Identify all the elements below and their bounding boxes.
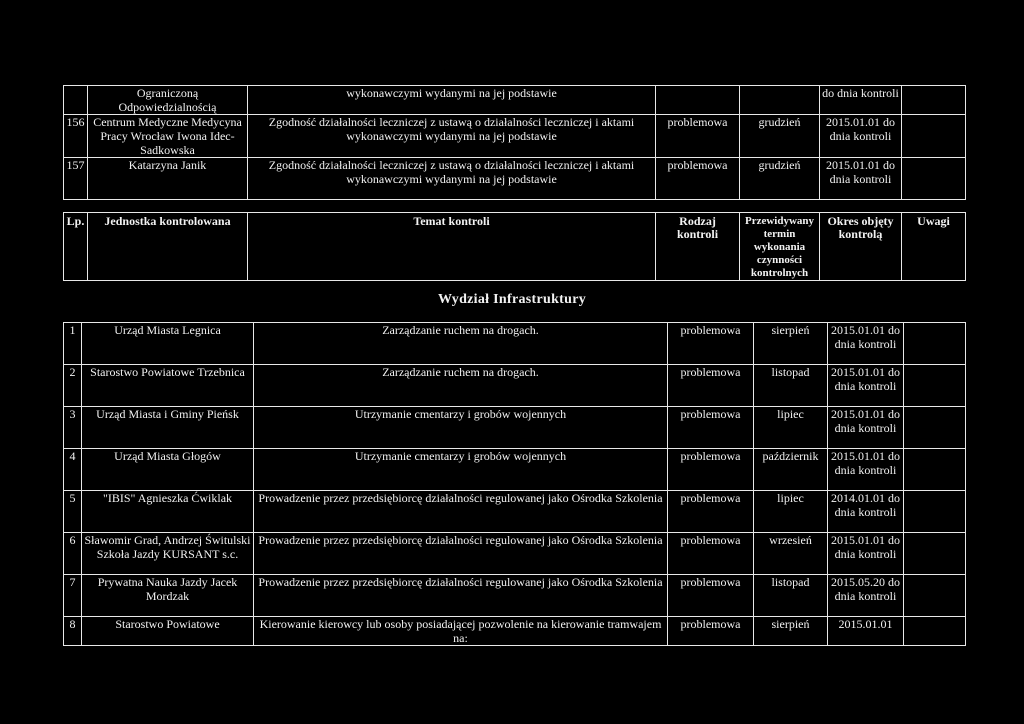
- cell-jednostka: Sławomir Grad, Andrzej Świtulski Szkoła Jazdy KURSANT s.c.: [82, 533, 254, 575]
- cell-uwagi: [902, 115, 966, 158]
- cell-temat: Zarządzanie ruchem na drogach.: [254, 365, 668, 407]
- cell-temat: Prowadzenie przez przedsiębiorcę działalności regulowanej jako Ośrodka Szkolenia: [254, 533, 668, 575]
- header-temat: Temat kontroli: [248, 213, 656, 281]
- table-row: [64, 158, 966, 200]
- cell-termin: lipiec: [754, 491, 828, 533]
- table-row: [64, 575, 966, 617]
- table-row: [64, 323, 966, 365]
- cell-temat: Utrzymanie cmentarzy i grobów wojennych: [254, 407, 668, 449]
- cell-okres: 2015.01.01 do dnia kontroli: [828, 323, 904, 365]
- cell-jednostka: Katarzyna Janik: [88, 158, 248, 200]
- cell-termin: sierpień: [754, 617, 828, 646]
- cell-rodzaj: problemowa: [668, 365, 754, 407]
- cell-jednostka: Centrum Medyczne Medycyna Pracy Wrocław Iwona Idec-Sadkowska: [88, 115, 248, 158]
- cell-temat: Zgodność działalności leczniczej z ustawą o działalności leczniczej i aktami wykonawczymi wydanymi na jej podstawie: [248, 115, 656, 158]
- cell-jednostka: Prywatna Nauka Jazdy Jacek Mordzak: [82, 575, 254, 617]
- cell-uwagi: [904, 533, 966, 575]
- cell-uwagi: [902, 86, 966, 115]
- cell-okres: 2015.01.01 do dnia kontroli: [828, 365, 904, 407]
- cell-jednostka: Urząd Miasta i Gminy Pieńsk: [82, 407, 254, 449]
- table-row: [64, 533, 966, 575]
- cell-termin: listopad: [754, 575, 828, 617]
- cell-jednostka: Urząd Miasta Legnica: [82, 323, 254, 365]
- cell-lp: 157: [64, 158, 88, 200]
- header-termin: Przewidywany termin wykonania czynności kontrolnych: [740, 213, 820, 281]
- table-row: [64, 86, 966, 115]
- cell-okres: 2015.01.01 do dnia kontroli: [828, 449, 904, 491]
- cell-rodzaj: problemowa: [656, 115, 740, 158]
- cell-rodzaj: problemowa: [668, 449, 754, 491]
- cell-lp: 1: [64, 323, 82, 365]
- section-title: Wydział Infrastruktury: [437, 292, 587, 307]
- cell-uwagi: [902, 158, 966, 200]
- header-okres: Okres objęty kontrolą: [820, 213, 902, 281]
- cell-temat: Zgodność działalności leczniczej z ustawą o działalności leczniczej i aktami wykonawczymi wydanymi na jej podstawie: [248, 158, 656, 200]
- cell-rodzaj: problemowa: [668, 575, 754, 617]
- cell-termin: sierpień: [754, 323, 828, 365]
- cell-uwagi: [904, 407, 966, 449]
- cell-okres: 2015.01.01 do dnia kontroli: [820, 115, 902, 158]
- cell-termin: listopad: [754, 365, 828, 407]
- cell-rodzaj: problemowa: [668, 533, 754, 575]
- cell-termin: wrzesień: [754, 533, 828, 575]
- infrastructure-table: [63, 322, 966, 646]
- cell-lp: 156: [64, 115, 88, 158]
- cell-okres: 2014.01.01 do dnia kontroli: [828, 491, 904, 533]
- cell-temat: Zarządzanie ruchem na drogach.: [254, 323, 668, 365]
- cell-jednostka: Starostwo Powiatowe Trzebnica: [82, 365, 254, 407]
- header-lp: Lp.: [64, 213, 88, 281]
- header-row: [64, 213, 966, 281]
- table-row: [64, 617, 966, 646]
- cell-termin: październik: [754, 449, 828, 491]
- table-row: [64, 365, 966, 407]
- cell-termin: grudzień: [740, 115, 820, 158]
- cell-lp: 8: [64, 617, 82, 646]
- cell-temat: wykonawczymi wydanymi na jej podstawie: [248, 86, 656, 115]
- cell-termin: grudzień: [740, 158, 820, 200]
- header-rodzaj: Rodzaj kontroli: [656, 213, 740, 281]
- cell-okres: 2015.01.01: [828, 617, 904, 646]
- table-row: [64, 449, 966, 491]
- cell-temat: Prowadzenie przez przedsiębiorcę działalności regulowanej jako Ośrodka Szkolenia: [254, 491, 668, 533]
- header-jednostka: Jednostka kontrolowana: [88, 213, 248, 281]
- cell-termin: lipiec: [754, 407, 828, 449]
- cell-uwagi: [904, 617, 966, 646]
- cell-lp: 5: [64, 491, 82, 533]
- cell-rodzaj: problemowa: [668, 491, 754, 533]
- cell-okres: do dnia kontroli: [820, 86, 902, 115]
- cell-lp: 4: [64, 449, 82, 491]
- table-row: [64, 407, 966, 449]
- table-row: [64, 115, 966, 158]
- cell-jednostka: Urząd Miasta Głogów: [82, 449, 254, 491]
- cell-okres: 2015.01.01 do dnia kontroli: [828, 407, 904, 449]
- cell-okres: 2015.05.20 do dnia kontroli: [828, 575, 904, 617]
- cell-jednostka: "IBIS" Agnieszka Ćwiklak: [82, 491, 254, 533]
- cell-okres: 2015.01.01 do dnia kontroli: [820, 158, 902, 200]
- cell-uwagi: [904, 449, 966, 491]
- cell-temat: Prowadzenie przez przedsiębiorcę działalności regulowanej jako Ośrodka Szkolenia: [254, 575, 668, 617]
- cell-lp: [64, 86, 88, 115]
- cell-lp: 3: [64, 407, 82, 449]
- header-uwagi: Uwagi: [902, 213, 966, 281]
- cell-temat: Kierowanie kierowcy lub osoby posiadającej pozwolenie na kierowanie tramwajem na:: [254, 617, 668, 646]
- cell-uwagi: [904, 491, 966, 533]
- header-table: [63, 212, 966, 281]
- cell-lp: 7: [64, 575, 82, 617]
- cell-uwagi: [904, 575, 966, 617]
- cell-rodzaj: problemowa: [656, 158, 740, 200]
- cell-temat: Utrzymanie cmentarzy i grobów wojennych: [254, 449, 668, 491]
- cell-lp: 2: [64, 365, 82, 407]
- cell-jednostka: Starostwo Powiatowe: [82, 617, 254, 646]
- table-row: [64, 491, 966, 533]
- cell-rodzaj: [656, 86, 740, 115]
- cell-termin: [740, 86, 820, 115]
- cell-rodzaj: problemowa: [668, 407, 754, 449]
- cell-uwagi: [904, 323, 966, 365]
- cell-rodzaj: problemowa: [668, 617, 754, 646]
- cell-jednostka: Ograniczoną Odpowiedzialnością: [88, 86, 248, 115]
- top-table: [63, 85, 966, 200]
- cell-rodzaj: problemowa: [668, 323, 754, 365]
- cell-okres: 2015.01.01 do dnia kontroli: [828, 533, 904, 575]
- cell-uwagi: [904, 365, 966, 407]
- cell-lp: 6: [64, 533, 82, 575]
